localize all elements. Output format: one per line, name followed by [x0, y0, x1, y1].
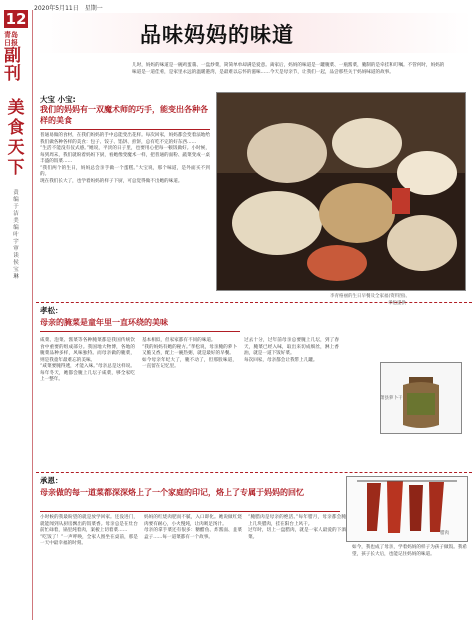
- column-divider: [32, 10, 33, 620]
- cured-meat-graphic: [347, 477, 467, 541]
- article1-body: 普通易做的食材，在我们妈妈的手中总能变出花样。每次回家，妈妈都会变着法地给我们做各种各样的美食：包子、饺子、馅饼、煎饼，总有吃不完的好东西…… “生活不能没有仪式感。”她说，平淡的日子里，也要用心把每一顿饭做好。小时候，每到周末，我们就盼着妈妈下厨，看她像变魔术一样，把普通的面粉、蔬菜变成一桌丰盛的饭菜…… “我们两个的生日，妈妈总会亲手做一个蛋糕。”大宝说，那个味道，是外面买不到的。 现在我们长大了，也学着妈妈的样子下厨，可总觉得做不出她的味道。: [40, 133, 210, 184]
- article3-photo: [346, 476, 468, 542]
- article2-photo-credit: 孝松提供: [388, 301, 406, 306]
- section-label: 美食天下: [7, 98, 25, 178]
- top-bar: [0, 0, 475, 14]
- article2-title: 母亲的腌菜是童年里一直环绕的美味: [40, 318, 168, 327]
- article1-author: 大宝 小宝:: [40, 95, 76, 104]
- article3-body-col4: 如今，我也成了母亲，学着妈妈的样子为孩子做饭。我希望，孩子长大后，也能记住妈妈的味道。: [352, 545, 467, 557]
- section-name: [3, 98, 29, 178]
- article1-rule: [40, 129, 210, 130]
- breakfast-photo-graphic: [217, 93, 465, 290]
- editor-credit: 责编 于 洁 美编 叶 宇 审读 侯宝琳: [13, 190, 25, 280]
- article3-photo-caption: 腊肉: [440, 531, 449, 536]
- article3-body-col1: 小时候的我最盼望的就是放学回家。还没进门，就能闻到从厨房飘出的饭菜香。母亲总是在灶台前忙碌着，锅里炖着肉，案板上切着菜…… “吃饭了！”一声呼唤，全家人围坐在桌前，那是一天中最幸福的时刻。: [40, 515, 138, 546]
- page-headline: 品味妈妈的味道: [140, 23, 294, 47]
- article2-rule: [40, 331, 240, 332]
- article1-photo-caption: 李青格丽的生日早餐及全家福(资料图)。: [330, 294, 411, 299]
- article2-photo-caption: 萧县萝卜干: [380, 396, 403, 401]
- brand-large: 副 刊: [4, 46, 21, 84]
- article2-body-col3: 过去十分，过年前母亲总要腌上几坛，到了春天，腌菜已经入味，取出来切成细丝，淋上香油，就是一道下饭好菜。 每次回家，母亲都会让我带上几罐。: [244, 338, 339, 363]
- article2-body-col2: 基本相似，但家家都有不同的味道。 “我的妈妈有她的秘方。”孝松说，母亲腌的萝卜又脆又香，配上一碗热粥，就是最好的早餐。 如今母亲年纪大了，腌不动了，但那股味道，一直留在记忆里。: [142, 338, 237, 369]
- article1-title: 我们的妈妈有一双魔术师的巧手，能变出各种各样的美食: [40, 105, 208, 125]
- article1-photo: [216, 92, 466, 291]
- article3-rule: [40, 511, 340, 512]
- lead-paragraph: 儿时，妈妈的味道是一碗鸡蛋羹、一盘炒菜，简简单单却满是爱意。离家后，妈妈的味道是一罐腌菜、一瓶酱菜，腌制的是牵挂和叮嘱。不管何时，妈妈的味道是一道佳肴，是家里永远的温暖港湾，是最难以忘怀的滋味……今天是母亲节，让我们一起，品尝那些关于妈妈味道的故事。: [132, 63, 445, 75]
- article3-title: 母亲做的每一道菜都深深烙上了一个家庭的印记，烙上了专属于妈妈的回忆: [40, 488, 304, 497]
- brand-small: 青岛 日报: [4, 31, 18, 47]
- page-number: 12: [5, 10, 27, 28]
- issue-date: 2020年5月11日 星期一: [34, 5, 103, 12]
- article3-body-col2: 妈妈的红烧肉肥而不腻，入口即化。她说做红烧肉要有耐心，小火慢炖，让肉吸足汤汁。 母亲的拿手菜还有很多：糖醋鱼、炸酱面、韭菜盒子……每一道菜都有一个故事。: [144, 515, 242, 540]
- article2-author: 孝松：: [40, 306, 63, 315]
- article3-author: 承恩：: [40, 476, 63, 485]
- article2-body-col1: 咸菜、泡菜、酱菜等各种腌菜都是我国传统饮食中重要的组成部分。我国地大物博，各地的腌菜品种多样，风味独特。而母亲做的腌菜，则是我童年最难忘的美味。 “咸菜要腌得透，才能入味。”母亲总是这样说。每年冬天，她都会腌上几坛子咸菜，够全家吃上一整年。: [40, 338, 135, 382]
- article3-body-col3: “腌腊肉是母亲的绝活。”每年腊月，母亲都会腌上几块腊肉，挂在阳台上风干。 过年时，切上一盘腊肉，就是一家人最爱的下酒菜。: [248, 515, 346, 540]
- section-separator-2: [36, 472, 472, 473]
- section-separator-1: [36, 302, 472, 303]
